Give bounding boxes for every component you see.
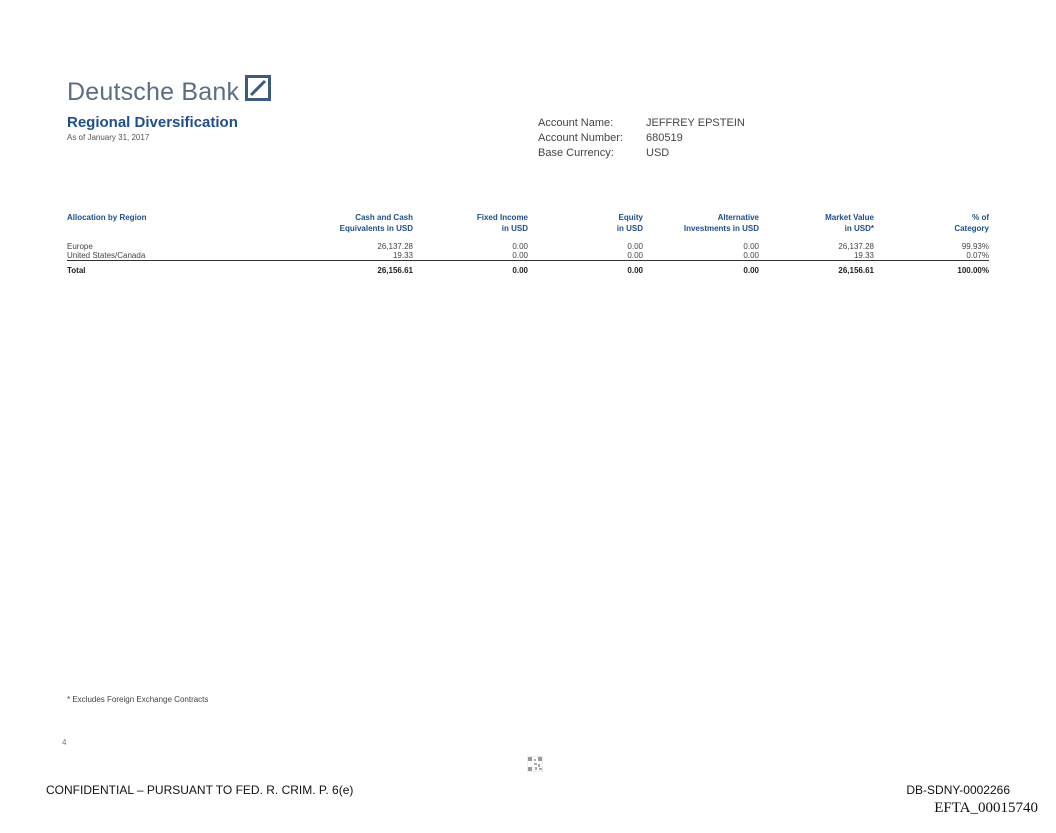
alternative-cell: 0.00 [743, 242, 759, 251]
market-value-cell: 19.33 [853, 251, 874, 260]
region-cell: Europe [67, 242, 93, 251]
footnote: * Excludes Foreign Exchange Contracts [67, 695, 209, 704]
header-fixed-income: Fixed Income in USD [476, 213, 528, 233]
percent-cell: 0.07% [966, 251, 989, 260]
equity-cell: 0.00 [627, 251, 643, 260]
report-date: As of January 31, 2017 [67, 133, 150, 142]
header-allocation-by-region: Allocation by Region [67, 213, 147, 222]
total-percent: 100.00% [957, 266, 989, 275]
region-cell: United States/Canada [67, 251, 146, 260]
confidential-notice: CONFIDENTIAL – PURSUANT TO FED. R. CRIM. P. 6(e) [46, 783, 354, 797]
total-fixed-income: 0.00 [512, 266, 528, 275]
market-value-cell: 26,137.28 [838, 242, 874, 251]
base-currency-label: Base Currency: [538, 147, 614, 159]
cash-cell: 26,137.28 [377, 242, 413, 251]
total-row [67, 266, 989, 275]
table-row [67, 242, 989, 251]
report-title: Regional Diversification [67, 114, 238, 131]
efta-number: EFTA_00015740 [934, 800, 1038, 816]
page-number: 4 [62, 738, 67, 747]
fixed-income-cell: 0.00 [512, 242, 528, 251]
header-percent-category: % of Category [954, 213, 989, 233]
header-equity: Equity in USD [616, 213, 643, 233]
account-number-value: 680519 [646, 132, 683, 144]
header-cash: Cash and Cash Equivalents in USD [339, 213, 413, 233]
account-info [538, 116, 745, 161]
total-alternative: 0.00 [743, 266, 759, 275]
allocation-table [67, 212, 989, 275]
percent-cell: 99.93% [961, 242, 989, 251]
header-market-value: Market Value in USD* [825, 213, 874, 233]
account-name-value: JEFFREY EPSTEIN [646, 117, 745, 129]
base-currency-value: USD [646, 147, 670, 159]
total-market-value: 26,156.61 [838, 266, 874, 275]
total-equity: 0.00 [627, 266, 643, 275]
cash-cell: 19.33 [392, 251, 413, 260]
bates-number: DB-SDNY-0002266 [906, 783, 1010, 797]
total-label: Total [67, 266, 86, 275]
account-number-label: Account Number: [538, 132, 623, 144]
total-cash: 26,156.61 [377, 266, 413, 275]
equity-cell: 0.00 [627, 242, 643, 251]
fixed-income-cell: 0.00 [512, 251, 528, 260]
header-alternative: Alternative Investments in USD [683, 213, 759, 233]
table-row [67, 251, 989, 261]
account-name-label: Account Name: [538, 117, 614, 129]
deutsche-bank-logo-icon [245, 75, 271, 101]
barcode-icon [527, 756, 543, 772]
table-header [67, 212, 989, 242]
alternative-cell: 0.00 [743, 251, 759, 260]
bank-name: Deutsche Bank [67, 78, 240, 106]
